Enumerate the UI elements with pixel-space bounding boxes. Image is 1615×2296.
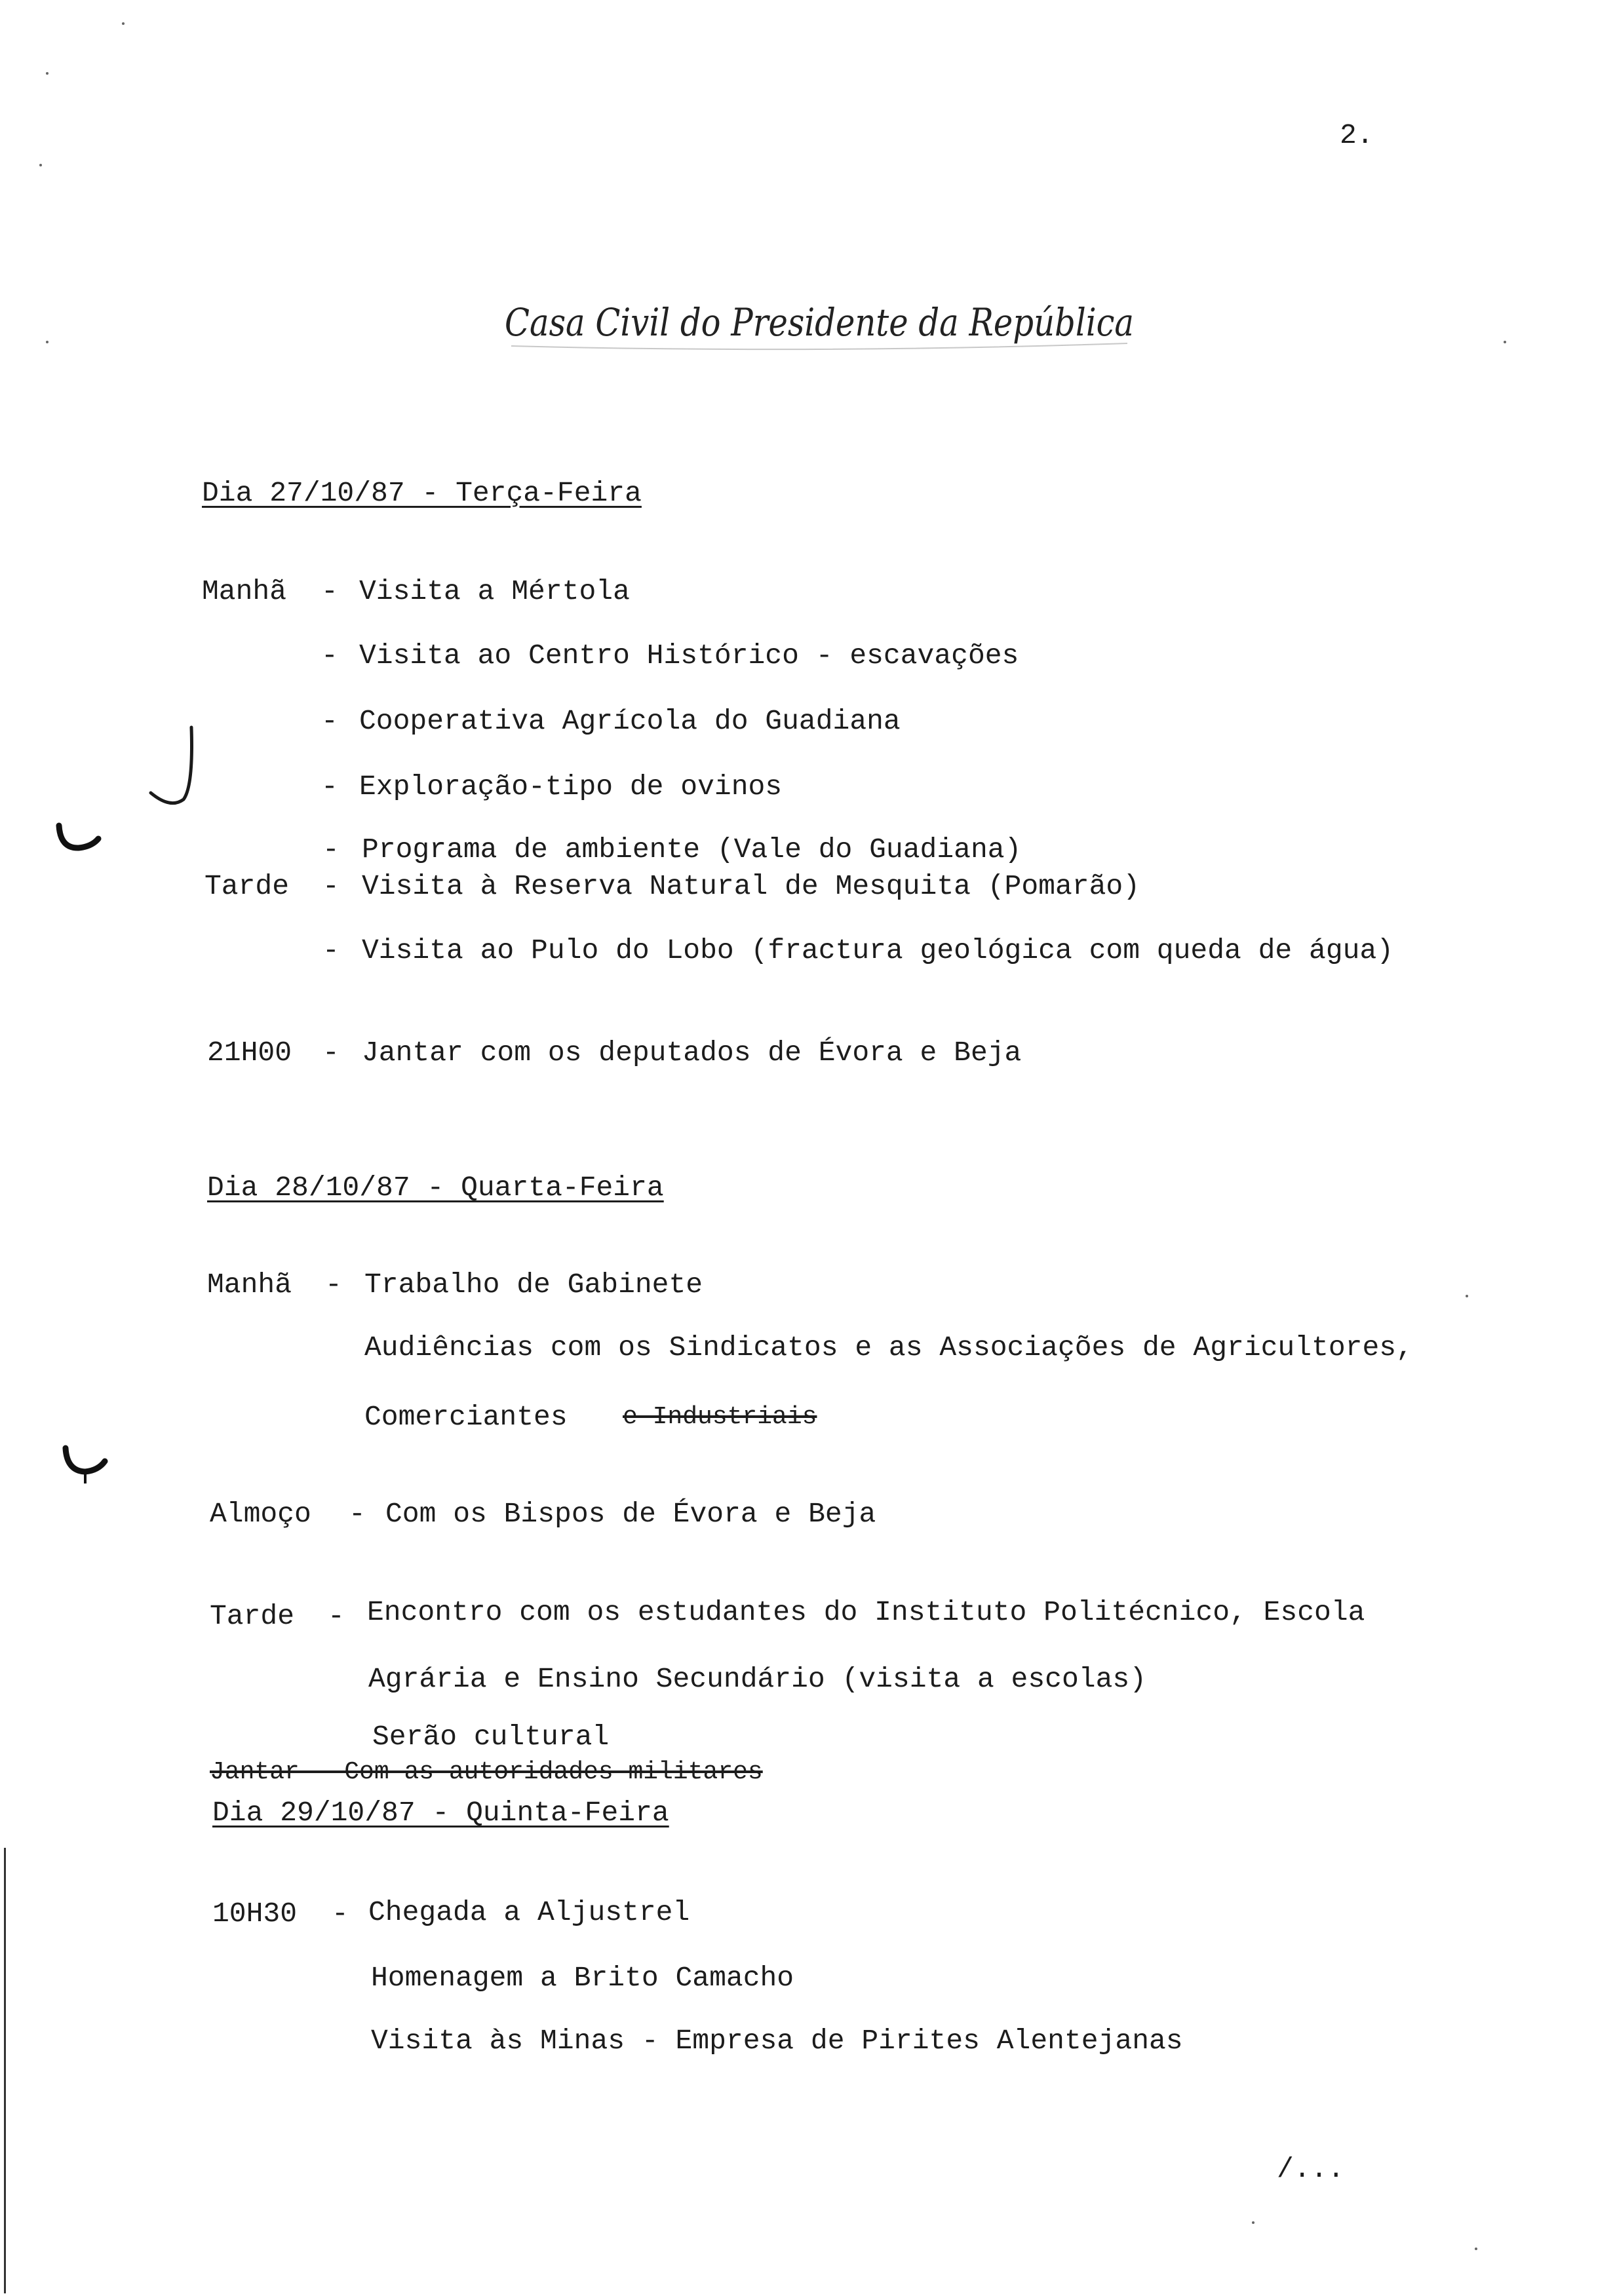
schedule-item: Agrária e Ensino Secundário (visita a escolas)	[368, 1663, 1146, 1695]
schedule-dash: -	[322, 870, 340, 902]
schedule-item: Chegada a Aljustrel	[368, 1896, 690, 1928]
scan-speck	[39, 164, 42, 166]
schedule-dash: -	[322, 934, 340, 966]
schedule-label: Tarde	[204, 870, 290, 902]
schedule-item: Visita à Reserva Natural de Mesquita (Pomarão)	[362, 870, 1140, 902]
schedule-item: Audiências com os Sindicatos e as Associações de Agricultores,	[364, 1331, 1413, 1364]
schedule-item: Programa de ambiente (Vale do Guadiana)	[362, 833, 1022, 866]
schedule-item: Visita ao Centro Histórico - escavações	[359, 640, 1019, 672]
checkmark-icon	[144, 721, 210, 813]
schedule-item: Jantar com os deputados de Évora e Beja	[362, 1037, 1022, 1069]
day-heading-3: Dia 29/10/87 - Quinta-Feira	[212, 1797, 669, 1829]
scan-speck	[46, 72, 49, 75]
schedule-item: Exploração-tipo de ovinos	[359, 771, 783, 803]
schedule-dash: -	[349, 1498, 366, 1530]
scan-speck	[1466, 1295, 1468, 1297]
scan-speck	[1504, 341, 1506, 343]
schedule-dash: -	[332, 1898, 349, 1930]
continuation-mark: /...	[1277, 2153, 1345, 2185]
schedule-label: 21H00	[207, 1037, 292, 1069]
struck-out-text: e Industriais	[623, 1403, 817, 1431]
schedule-dash: -	[321, 640, 338, 672]
schedule-label: Manhã	[207, 1269, 292, 1301]
tick-mark-icon	[59, 1442, 111, 1487]
schedule-label: Manhã	[202, 575, 287, 607]
schedule-item: Cooperativa Agrícola do Guadiana	[359, 705, 901, 737]
schedule-dash: -	[322, 833, 340, 866]
schedule-dash: -	[321, 575, 338, 607]
schedule-item: Visita às Minas - Empresa de Pirites Alentejanas	[371, 2025, 1183, 2057]
schedule-item: Visita ao Pulo do Lobo (fractura geológica com queda de água)	[362, 934, 1394, 966]
schedule-item: Homenagem a Brito Camacho	[371, 1962, 794, 1994]
schedule-item: Comerciantes	[364, 1401, 568, 1433]
schedule-item: Encontro com os estudantes do Instituto Politécnico, Escola	[367, 1596, 1365, 1628]
scan-edge	[4, 1848, 6, 2293]
day-heading-1: Dia 27/10/87 - Terça-Feira	[202, 477, 642, 509]
schedule-label: Tarde	[210, 1600, 295, 1632]
schedule-label: Almoço	[210, 1498, 311, 1530]
struck-out-text: Jantar - Com as autoridades militares	[210, 1758, 763, 1786]
schedule-dash: -	[328, 1600, 345, 1632]
schedule-item: Serão cultural	[372, 1721, 610, 1753]
scan-speck	[1252, 2221, 1255, 2224]
scan-speck	[122, 22, 125, 25]
svg-text:Casa Civil do Presidente da Re: Casa Civil do Presidente da República	[505, 300, 1134, 345]
schedule-item: Trabalho de Gabinete	[364, 1269, 703, 1301]
tick-mark-icon	[52, 819, 105, 858]
scan-speck	[1475, 2248, 1477, 2250]
day-heading-2: Dia 28/10/87 - Quarta-Feira	[207, 1172, 664, 1204]
scan-speck	[46, 341, 49, 343]
schedule-dash: -	[325, 1269, 342, 1301]
schedule-dash: -	[321, 705, 338, 737]
schedule-item: Visita a Mértola	[359, 575, 630, 607]
schedule-dash: -	[321, 771, 338, 803]
schedule-dash: -	[322, 1037, 340, 1069]
schedule-label: 10H30	[212, 1898, 298, 1930]
letterhead-script	[498, 288, 1140, 360]
page-number: 2.	[1340, 119, 1374, 151]
schedule-item: Com os Bispos de Évora e Beja	[385, 1498, 876, 1530]
